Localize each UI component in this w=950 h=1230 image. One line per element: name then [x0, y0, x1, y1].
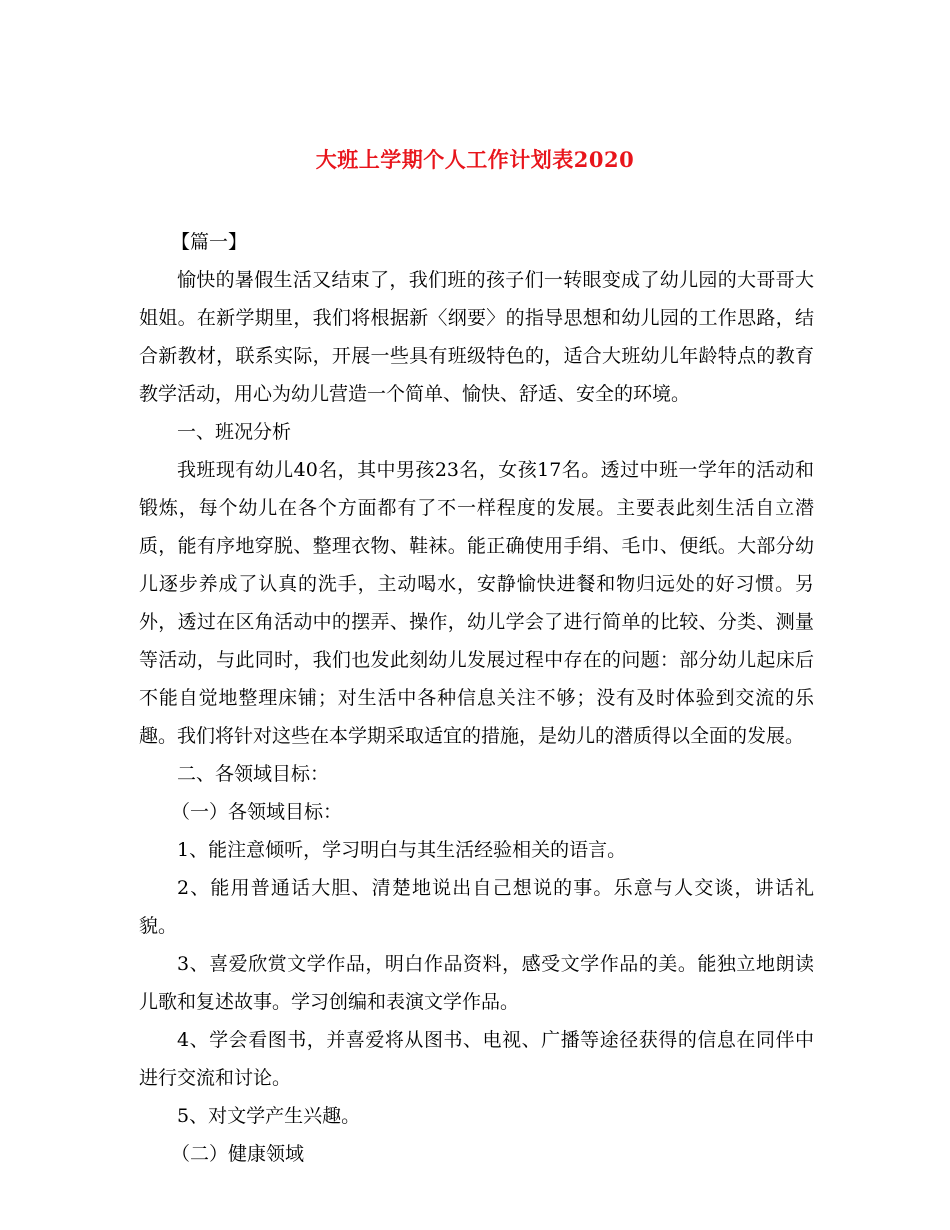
heading-class-analysis: 一、班况分析: [177, 421, 292, 443]
intro-paragraph: 愉快的暑假生活又结束了，我们班的孩子们一转眼变成了幼儿园的大哥哥大姐姐。在新学期里，我们将根据新〈纲要〉的指导思想和幼儿园的工作思路，结合新教材，联系实际，开展一些具有班级特色的，适合大班幼儿年龄特点的教育教学活动，用心为幼儿营造一个简单、愉快、舒适、安全的环境。: [139, 269, 814, 405]
goal-item-3: 3、喜爱欣赏文学作品，明白作品资料，感受文学作品的美。能独立地朗读儿歌和复述故事。学习创编和表演文学作品。: [139, 953, 814, 1013]
goal-item-5: 5、对文学产生兴趣。: [177, 1105, 361, 1127]
section-marker: 【篇一】: [171, 231, 248, 253]
goal-item-4: 4、学会看图书，并喜爱将从图书、电视、广播等途径获得的信息在同伴中进行交流和讨论。: [139, 1029, 814, 1089]
class-analysis-paragraph: 我班现有幼儿40名，其中男孩23名，女孩17名。透过中班一学年的活动和锻炼，每个幼儿在各个方面都有了不一样程度的发展。主要表此刻生活自立潜质，能有序地穿脱、整理衣物、鞋袜。能正确使用手绢、毛巾、便纸。大部分幼儿逐步养成了认真的洗手，主动喝水，安静愉快进餐和物归远处的好习惯。另外，透过在区角活动中的摆弄、操作，幼儿学会了进行简单的比较、分类、测量等活动，与此同时，我们也发此刻幼儿发展过程中存在的问题：部分幼儿起床后不能自觉地整理床铺；对生活中各种信息关注不够；没有及时体验到交流的乐趣。我们将针对这些在本学期采取适宜的措施，是幼儿的潜质得以全面的发展。: [139, 459, 814, 747]
goal-item-1: 1、能注意倾听，学习明白与其生活经验相关的语言。: [177, 839, 627, 861]
subheading-health: （二）健康领域: [171, 1143, 305, 1165]
document-title: 大班上学期个人工作计划表2020: [315, 147, 635, 172]
heading-domain-goals: 二、各领域目标：: [177, 763, 330, 785]
goal-item-2: 2、能用普通话大胆、清楚地说出自己想说的事。乐意与人交谈，讲话礼貌。: [139, 877, 814, 937]
document-body: [139, 223, 814, 1173]
subheading-domain-goals: （一）各领域目标：: [171, 801, 343, 823]
